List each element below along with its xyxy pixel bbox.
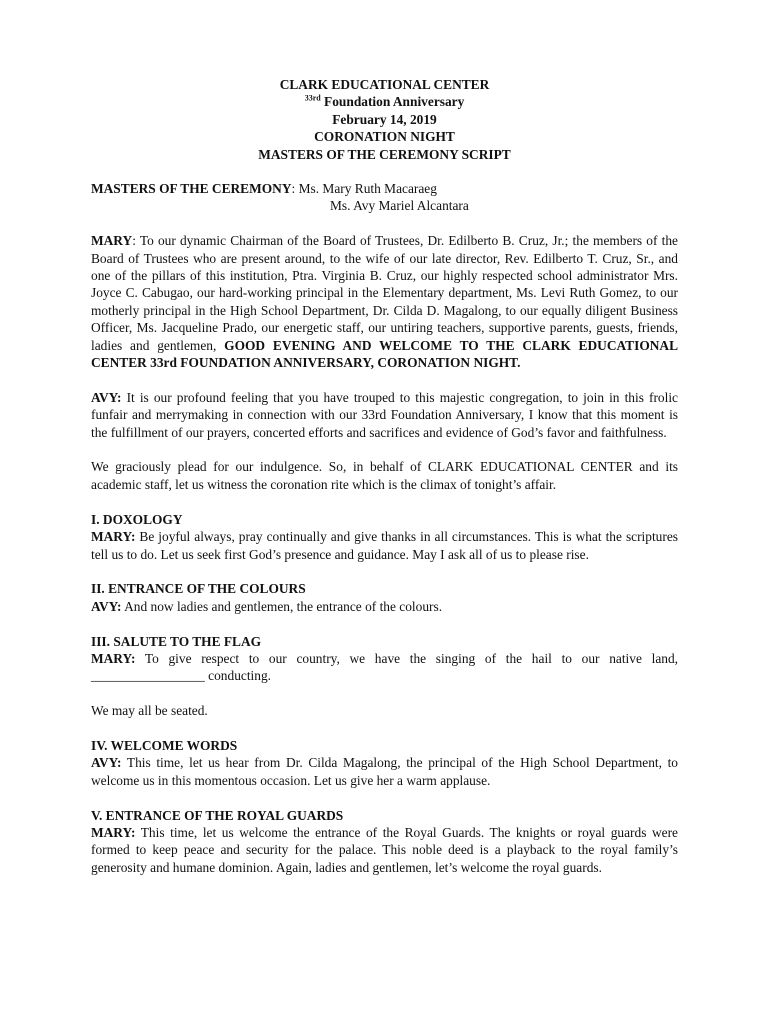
plead-paragraph: We graciously plead for our indulgence. So, in behalf of CLARK EDUCATIONAL CENTER and its academic staff, let us witness the coronation rite which is the climax of tonight’s affair. — [91, 459, 678, 492]
event-date: February 14, 2019 — [332, 111, 437, 127]
section-heading: V. ENTRANCE OF THE ROYAL GUARDS — [91, 807, 344, 823]
document-header — [91, 76, 678, 163]
section-heading: II. ENTRANCE OF THE COLOURS — [91, 581, 306, 597]
section-heading: III. SALUTE TO THE FLAG — [91, 633, 262, 649]
section-heading: I. DOXOLOGY — [91, 511, 183, 527]
section-entrance-colours: II. ENTRANCE OF THE COLOURS AVY: And now ladies and gentlemen, the entrance of the colours. — [91, 580, 678, 615]
mc-first: Ms. Mary Ruth Macaraeg — [298, 181, 437, 197]
ordinal-number: 33rd — [304, 93, 321, 103]
section-doxology: I. DOXOLOGY MARY: Be joyful always, pray continually and give thanks in all circumstances. This is what the scriptures tell us to do. Let us seek first God’s presence and guidance. May I ask all of us to please rise. — [91, 511, 678, 562]
section-welcome-words: IV. WELCOME WORDS AVY: This time, let us hear from Dr. Cilda Magalong, the principal of the High School Department, to welcome us in this momentous occasion. Let us give her a warm applause. — [91, 737, 678, 788]
anniversary-line: $^{33rd}$ Foundation Anniversary — [304, 93, 465, 110]
intro-mary-paragraph: MARY: To our dynamic Chairman of the Board of Trustees, Dr. Edilberto B. Cruz, Jr.; the members of the Board of Trustees who are present around, to the wife of our late director, Rev. Edilberto T. Cruz, Sr., and one of the pillars of this institution, Ptra. Virginia B. Cruz, our highly respected school administrator Mrs. Joyce C. Cabugao, our hard-working principal in the Elementary department, Ms. Levi Ruth Gomez, to our motherly principal in the High School Department, Dr. Cilda D. Magalong, to our equally diligent Business Officer, Ms. Jacqueline Prado, our energetic staff, our untiring teachers, supportive parents, guests, friends, ladies and gentlemen, GOOD EVENING AND WELCOME TO THE CLARK EDUCATIONAL CENTER 33rd FOUNDATION ANNIVERSARY, CORONATION NIGHT. — [91, 233, 679, 371]
section-royal-guards: V. ENTRANCE OF THE ROYAL GUARDS MARY: This time, let us welcome the entrance of the Royal Guards. The knights or royal guards were formed to keep peace and security for the palace. This noble deed is a playback to the royal family’s generosity and humane dominion. Again, ladies and gentlemen, let’s welcome the royal guards. — [91, 807, 678, 875]
school-name: CLARK EDUCATIONAL CENTER — [279, 77, 490, 92]
intro-avy-paragraph: AVY: It is our profound feeling that you have trouped to this majestic congregation, to join in this frolic funfair and merrymaking in connection with our 33rd Foundation Anniversary, I know that this moment is the fulfillment of our prayers, concerted efforts and sacrifices and evidence of God’s favor and faithfulness. — [91, 389, 678, 440]
event-name: CORONATION NIGHT — [314, 129, 455, 145]
section-heading: IV. WELCOME WORDS — [91, 737, 238, 753]
masters-of-ceremony: MASTERS OF THE CEREMONY : Ms. Mary Ruth Macaraeg Ms. Avy Mariel Alcantara — [91, 180, 678, 215]
script-title: MASTERS OF THE CEREMONY SCRIPT — [258, 146, 511, 162]
seated-line: We may all be seated. — [91, 703, 208, 719]
mc-second: Ms. Avy Mariel Alcantara — [330, 198, 469, 214]
section-salute-flag: III. SALUTE TO THE FLAG MARY: To give respect to our country, we have the singing of the hail to our native land, _________________ conducting. We may all be seated. — [91, 633, 678, 719]
mc-label: MASTERS OF THE CEREMONY — [91, 181, 292, 197]
